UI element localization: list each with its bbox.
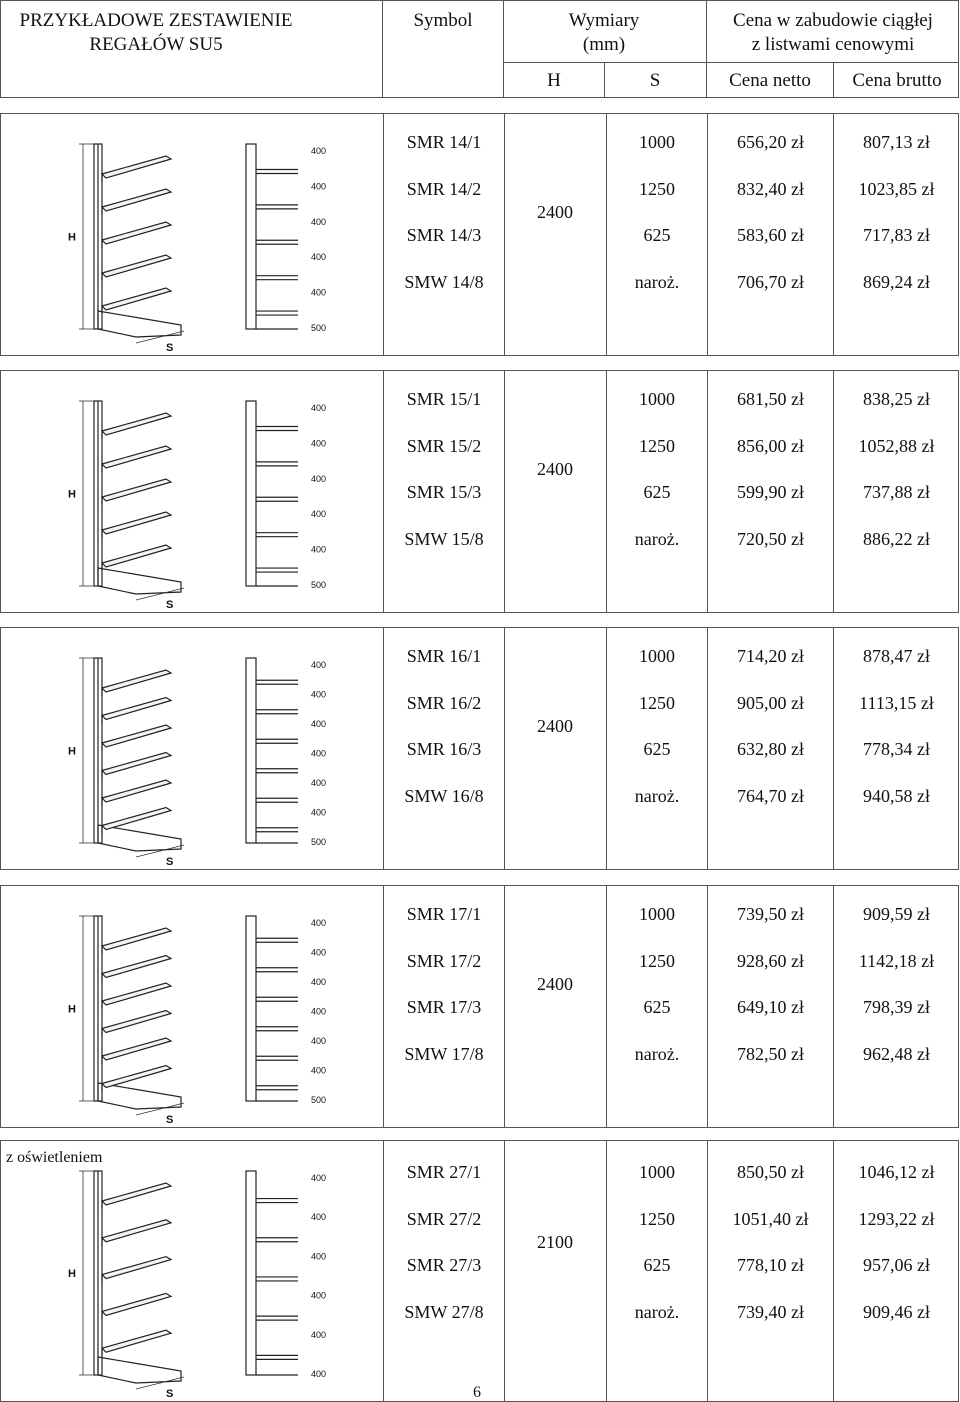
row-s: naroż. (634, 785, 680, 806)
dimension-label: 400 (311, 1251, 327, 1262)
dimension-label: 400 (311, 748, 327, 759)
row-s: 625 (643, 997, 671, 1017)
row-gross-price: 1046,12 zł (858, 1162, 935, 1182)
header-net: Cena netto (729, 70, 811, 91)
divider (382, 1, 383, 98)
dimension-label: 400 (311, 1006, 327, 1017)
row-net-price: 649,10 zł (737, 997, 804, 1017)
row-net-price: 720,50 zł (737, 528, 804, 549)
dimension-label: 400 (311, 778, 327, 788)
row-symbol: SMR 27/3 (406, 1255, 482, 1275)
row-gross-price: 1293,22 zł (858, 1208, 935, 1229)
dimension-label: 400 (311, 807, 327, 818)
row-gross-price: 957,06 zł (863, 1255, 930, 1275)
divider (504, 114, 505, 355)
row-net-price: 1051,40 zł (732, 1208, 809, 1229)
dimension-label: 500 (311, 837, 327, 847)
shelf-diagram (6, 373, 376, 612)
row-symbol: SMR 14/1 (406, 132, 482, 152)
divider (504, 371, 505, 612)
dimension-label: 400 (311, 947, 327, 958)
dimension-label: 400 (311, 403, 327, 413)
row-net-price: 681,50 zł (737, 389, 804, 409)
divider (706, 1, 707, 98)
page-number: 6 (473, 1384, 481, 1401)
row-s: 1250 (639, 1208, 675, 1229)
row-net-price: 739,40 zł (737, 1301, 804, 1322)
header-gross: Cena brutto (852, 70, 942, 91)
row-symbol: SMR 15/2 (406, 435, 482, 456)
divider (833, 63, 834, 98)
shelf-diagram (6, 116, 376, 355)
header-h: H (547, 70, 561, 91)
row-symbol: SMW 27/8 (404, 1301, 484, 1322)
row-gross-price: 886,22 zł (863, 528, 930, 549)
row-s: 625 (643, 739, 671, 759)
height-dimension (79, 401, 94, 586)
shelf-diagram (6, 888, 376, 1127)
row-symbol: SMR 16/1 (406, 646, 482, 666)
divider (503, 1, 504, 98)
dimension-label: 400 (311, 918, 327, 928)
dimension-label: 400 (311, 1290, 327, 1301)
product-group (0, 1140, 959, 1402)
table-header (0, 0, 959, 98)
row-h: 2400 (537, 715, 573, 736)
row-s: 1000 (639, 904, 675, 924)
dimension-label: 400 (311, 1329, 327, 1340)
dimension-label: 400 (311, 438, 327, 449)
header-price (707, 9, 959, 57)
shelf-side-view (246, 658, 298, 843)
row-gross-price: 909,46 zł (863, 1301, 930, 1322)
row-net-price: 856,00 zł (737, 435, 804, 456)
dimension-label: 400 (311, 216, 327, 227)
row-s: 1000 (639, 1162, 675, 1182)
row-net-price: 599,90 zł (737, 482, 804, 502)
row-gross-price: 1142,18 zł (858, 950, 935, 971)
row-s: 625 (643, 225, 671, 245)
h-label: H (68, 488, 76, 501)
s-label: S (166, 599, 174, 611)
shelf-perspective-drawing (94, 916, 181, 1109)
height-dimension (79, 1171, 94, 1375)
dimension-label: 400 (311, 1212, 327, 1223)
dimension-label: 400 (311, 473, 327, 484)
header-symbol: Symbol (413, 10, 473, 31)
row-gross-price: 909,59 zł (863, 904, 930, 924)
divider (504, 886, 505, 1127)
row-net-price: 656,20 zł (737, 132, 804, 152)
row-net-price: 782,50 zł (737, 1043, 804, 1064)
row-symbol: SMW 17/8 (404, 1043, 484, 1064)
row-s: 1250 (639, 950, 675, 971)
dims-line-1: Wymiary (568, 10, 640, 31)
row-gross-price: 1052,88 zł (858, 435, 935, 456)
row-symbol: SMR 17/3 (406, 997, 482, 1017)
height-dimension (79, 916, 94, 1101)
row-gross-price: 1023,85 zł (858, 178, 935, 199)
product-group (0, 885, 959, 1128)
divider (503, 62, 959, 63)
row-gross-price: 962,48 zł (863, 1043, 930, 1064)
row-symbol: SMR 15/3 (406, 482, 482, 502)
s-label: S (166, 342, 174, 354)
shelf-side-view (246, 401, 298, 586)
row-gross-price: 940,58 zł (863, 785, 930, 806)
row-symbol: SMW 14/8 (404, 271, 484, 292)
row-gross-price: 778,34 zł (863, 739, 930, 759)
row-gross-price: 737,88 zł (863, 482, 930, 502)
price-line-1: Cena w zabudowie ciągłej (733, 10, 933, 31)
divider (604, 63, 605, 98)
divider (504, 1141, 505, 1401)
dimension-label: 400 (311, 1173, 327, 1183)
row-s: 625 (643, 1255, 671, 1275)
shelf-side-view (246, 916, 298, 1101)
price-line-2: z listwami cenowymi (751, 34, 915, 55)
row-net-price: 764,70 zł (737, 785, 804, 806)
s-label: S (166, 1114, 174, 1126)
row-symbol: SMW 16/8 (404, 785, 484, 806)
row-s: naroż. (634, 1301, 680, 1322)
title-line-2: REGAŁÓW SU5 (89, 34, 223, 55)
row-s: naroż. (634, 528, 680, 549)
row-net-price: 714,20 zł (737, 646, 804, 666)
dimension-label: 400 (311, 1036, 327, 1046)
shelf-diagram (6, 1143, 376, 1401)
s-label: S (166, 856, 174, 868)
row-symbol: SMR 16/3 (406, 739, 482, 759)
row-s: naroż. (634, 1043, 680, 1064)
row-gross-price: 838,25 zł (863, 389, 930, 409)
h-label: H (68, 1268, 76, 1280)
row-h: 2100 (537, 1231, 573, 1252)
row-s: 1000 (639, 389, 675, 409)
title-line-1: PRZYKŁADOWE ZESTAWIENIE (19, 10, 293, 31)
dims-line-2: (mm) (582, 34, 626, 55)
row-net-price: 706,70 zł (737, 271, 804, 292)
dimension-label: 400 (311, 660, 327, 670)
dimension-label: 400 (311, 252, 327, 263)
row-gross-price: 1113,15 zł (859, 692, 934, 713)
row-s: naroż. (634, 271, 680, 292)
height-dimension (79, 144, 94, 329)
row-gross-price: 798,39 zł (863, 997, 930, 1017)
row-net-price: 928,60 zł (737, 950, 804, 971)
dimension-label: 500 (311, 580, 327, 590)
dimension-label: 400 (311, 544, 327, 555)
row-net-price: 905,00 zł (737, 692, 804, 713)
section-note: z oświetleniem (6, 1149, 103, 1166)
row-s: 1250 (639, 692, 675, 713)
dimension-label: 400 (311, 1369, 327, 1379)
divider (504, 628, 505, 869)
row-symbol: SMR 27/2 (406, 1208, 482, 1229)
row-s: 1000 (639, 132, 675, 152)
shelf-perspective-drawing (94, 144, 181, 337)
row-s: 625 (643, 482, 671, 502)
dimension-label: 400 (311, 509, 327, 520)
dimension-label: 400 (311, 181, 327, 192)
row-gross-price: 878,47 zł (863, 646, 930, 666)
height-dimension (79, 658, 94, 843)
row-s: 1250 (639, 178, 675, 199)
header-dimensions (504, 9, 704, 57)
row-gross-price: 869,24 zł (863, 271, 930, 292)
row-symbol: SMR 15/1 (406, 389, 482, 409)
row-gross-price: 807,13 zł (863, 132, 930, 152)
header-title (11, 9, 301, 57)
dimension-label: 400 (311, 689, 327, 700)
row-h: 2400 (537, 973, 573, 994)
shelf-perspective-drawing (94, 401, 181, 594)
row-symbol: SMR 27/1 (406, 1162, 482, 1182)
row-symbol: SMR 17/1 (406, 904, 482, 924)
row-h: 2400 (537, 201, 573, 222)
dimension-label: 400 (311, 977, 327, 987)
row-net-price: 583,60 zł (737, 225, 804, 245)
dimension-label: 500 (311, 323, 327, 333)
row-net-price: 778,10 zł (737, 1255, 804, 1275)
product-group (0, 113, 959, 356)
row-symbol: SMR 14/3 (406, 225, 482, 245)
h-label: H (68, 745, 76, 758)
row-symbol: SMR 16/2 (406, 692, 482, 713)
shelf-side-view (246, 144, 298, 329)
row-h: 2400 (537, 458, 573, 479)
shelf-diagram (6, 630, 376, 869)
row-net-price: 632,80 zł (737, 739, 804, 759)
h-label: H (68, 231, 76, 244)
row-s: 1000 (639, 646, 675, 666)
row-s: 1250 (639, 435, 675, 456)
dimension-label: 400 (311, 1065, 327, 1076)
product-group (0, 627, 959, 870)
header-s: S (649, 70, 661, 91)
row-net-price: 850,50 zł (737, 1162, 804, 1182)
s-label: S (166, 1388, 174, 1400)
h-label: H (68, 1003, 76, 1016)
row-symbol: SMW 15/8 (404, 528, 484, 549)
row-net-price: 832,40 zł (737, 178, 804, 199)
shelf-side-view (246, 1171, 298, 1375)
product-group (0, 370, 959, 613)
shelf-perspective-drawing (94, 1171, 181, 1383)
dimension-label: 400 (311, 146, 327, 156)
shelf-perspective-drawing (94, 658, 181, 851)
row-net-price: 739,50 zł (737, 904, 804, 924)
row-symbol: SMR 14/2 (406, 178, 482, 199)
dimension-label: 400 (311, 287, 327, 298)
dimension-label: 400 (311, 719, 327, 729)
row-gross-price: 717,83 zł (863, 225, 930, 245)
dimension-label: 500 (311, 1095, 327, 1105)
row-symbol: SMR 17/2 (406, 950, 482, 971)
